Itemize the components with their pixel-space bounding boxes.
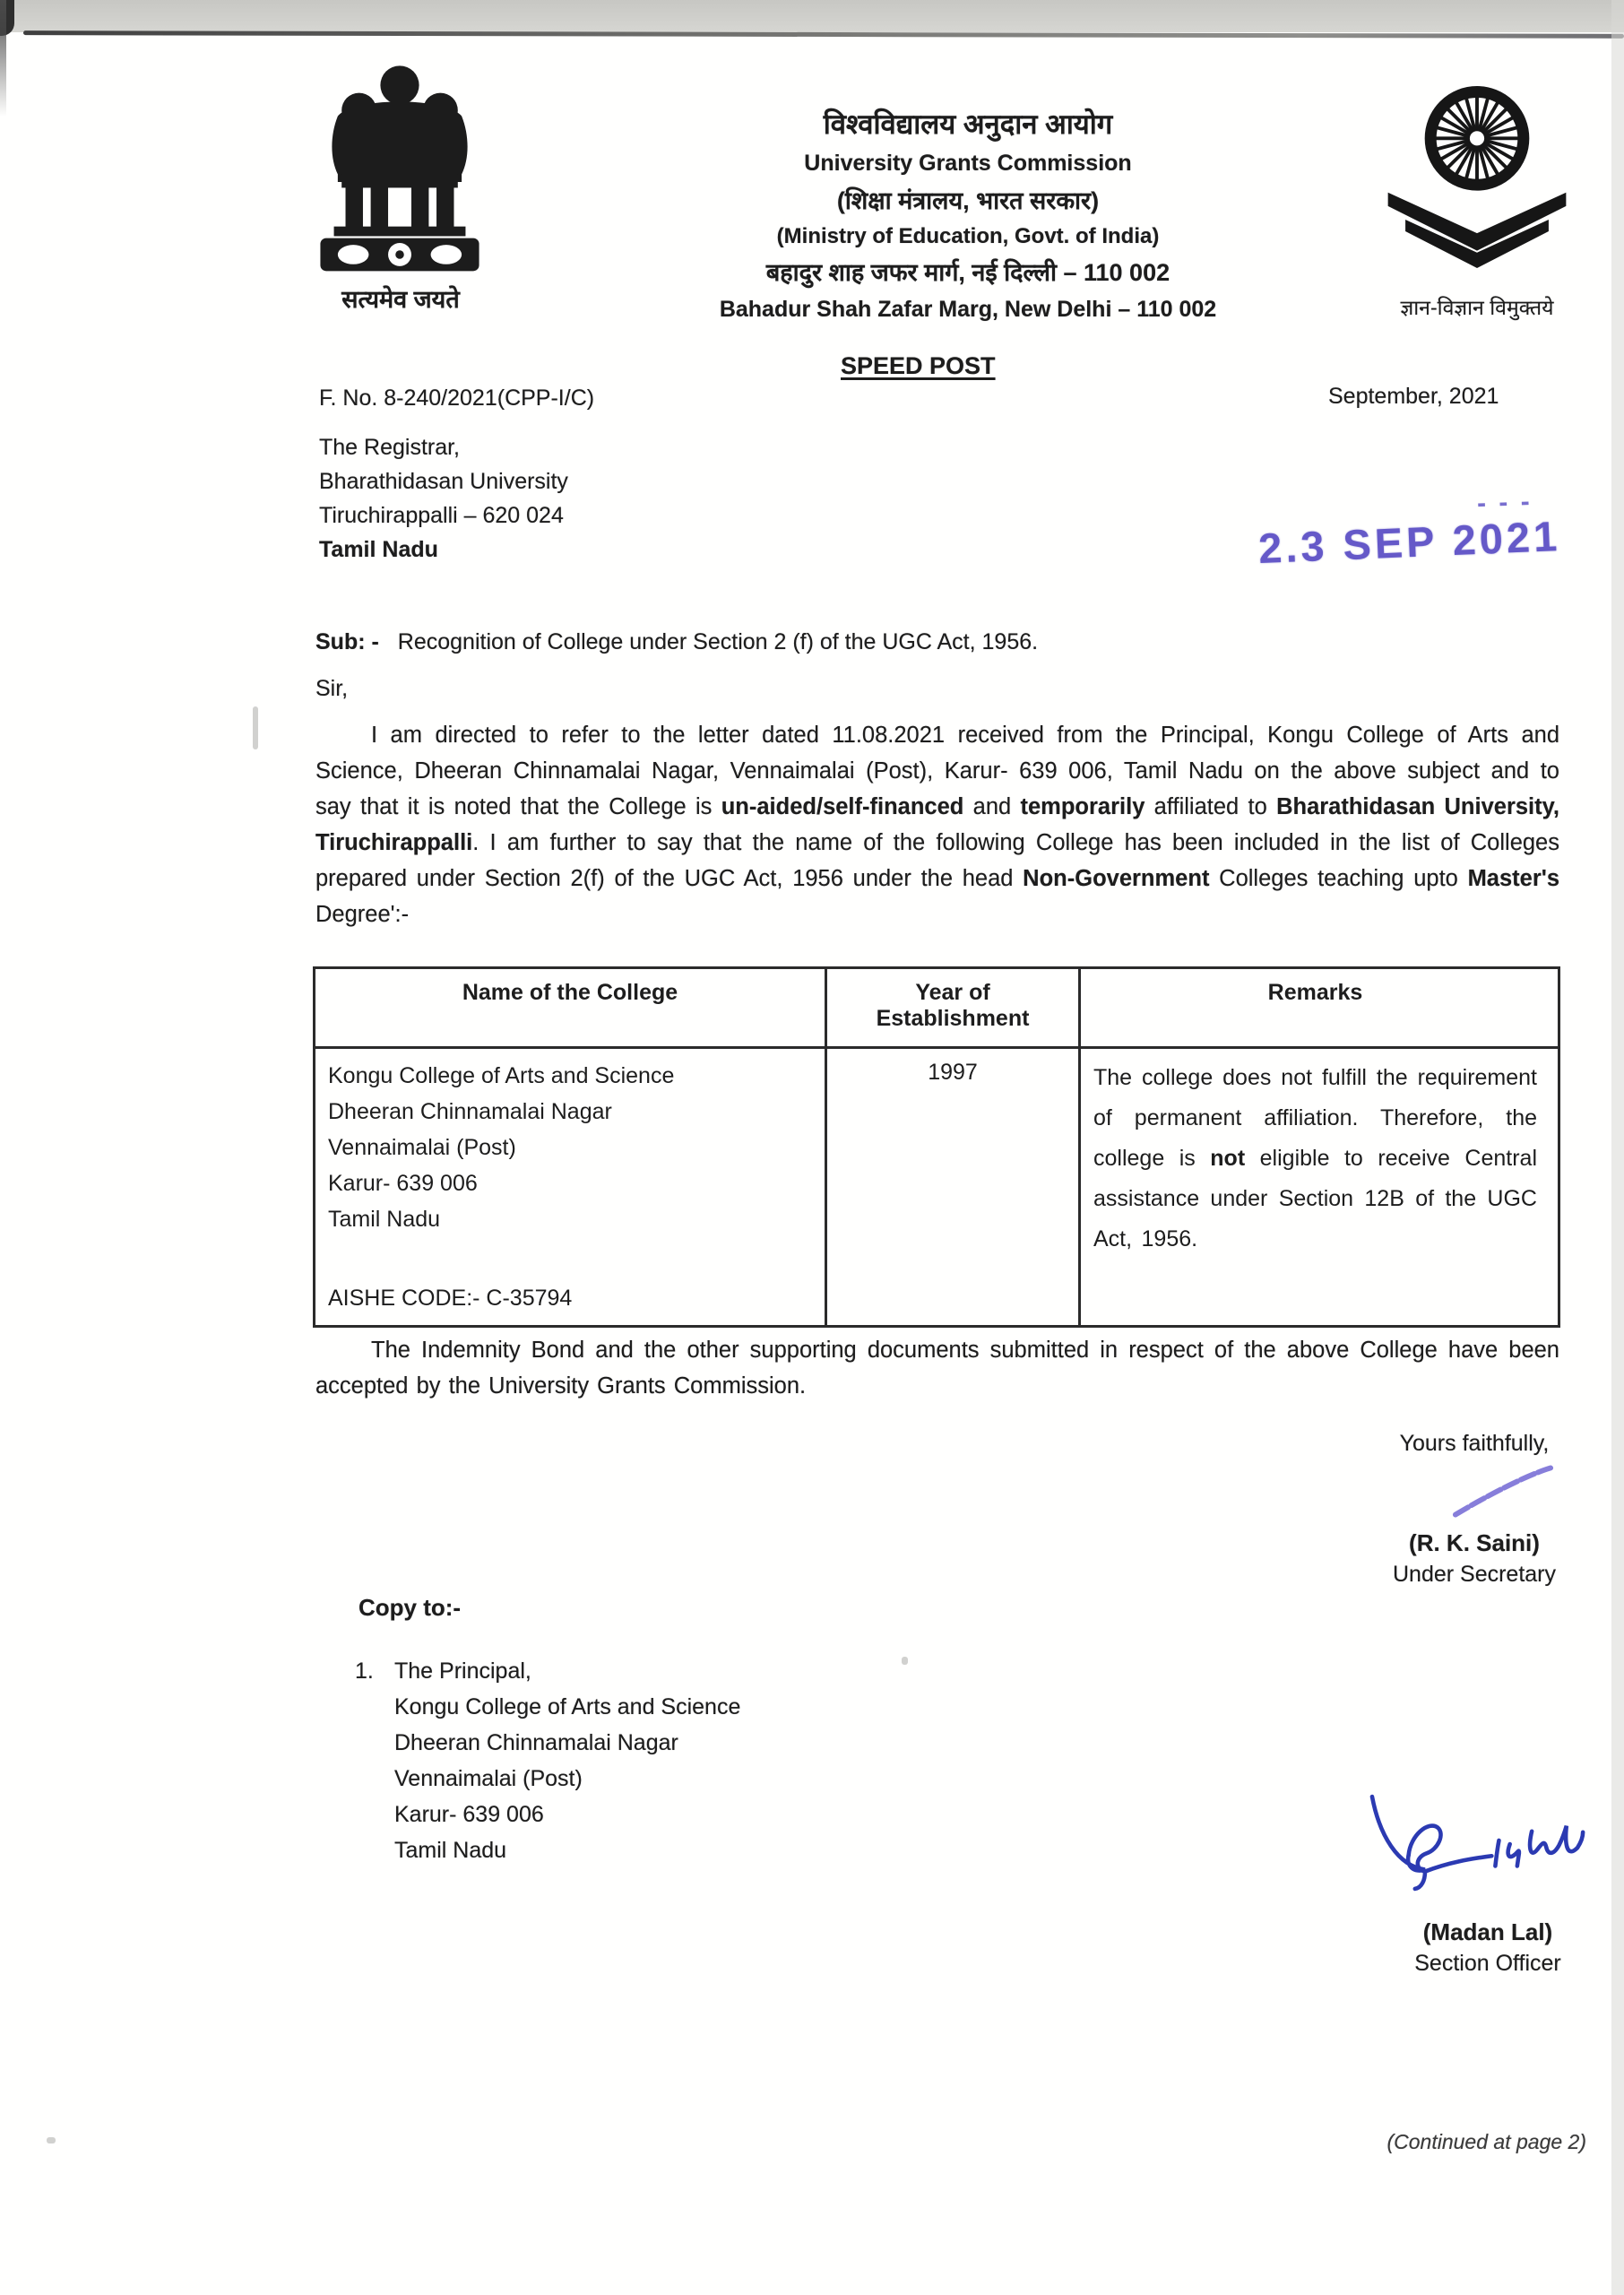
- recipient-line: Tamil Nadu: [319, 537, 438, 562]
- scan-edge-left: [0, 0, 6, 117]
- year-cell: 1997: [825, 1049, 1078, 1325]
- ministry-hindi: (शिक्षा मंत्रालय, भारत सरकार): [836, 186, 1100, 214]
- copy-line: Kongu College of Arts and Science: [394, 1694, 741, 1719]
- signatory-name: (Madan Lal): [1422, 1918, 1553, 1945]
- recipient-address: [319, 430, 568, 567]
- ugc-logo-icon: [1380, 77, 1574, 289]
- scan-artifact: [47, 2137, 56, 2143]
- subject-text: Recognition of College under Section 2 (f) of the UGC Act, 1956.: [397, 629, 1039, 654]
- logo-motto: ज्ञान-विज्ञान विमुक्तये: [1400, 296, 1554, 319]
- recipient-line: Bharathidasan University: [319, 469, 568, 494]
- copy-line: Karur- 639 006: [394, 1802, 544, 1827]
- signature-rk-saini: [1450, 1463, 1556, 1520]
- college-line: Tamil Nadu: [328, 1207, 441, 1232]
- recipient-line: Tiruchirappalli – 620 024: [319, 503, 564, 528]
- org-name-english: University Grants Commission: [804, 150, 1132, 176]
- column-header: Name of the College: [462, 980, 678, 1005]
- copy-line: Dheeran Chinnamalai Nagar: [394, 1730, 678, 1755]
- address-english: Bahadur Shah Zafar Marg, New Delhi – 110 002: [719, 296, 1217, 322]
- received-date-stamp: 2.3 SEP 2021: [1257, 512, 1562, 573]
- subject-line: [315, 628, 1561, 658]
- signatory-title: Section Officer: [1414, 1951, 1561, 1976]
- address-hindi: बहादुर शाह जफर मार्ग, नई दिल्ली – 110 002: [765, 259, 1170, 287]
- recipient-line: The Registrar,: [319, 435, 461, 460]
- column-header: Year of Establishment: [825, 969, 1078, 1046]
- signatory-name: (R. K. Saini): [1409, 1529, 1540, 1556]
- copy-line: The Principal,: [394, 1658, 531, 1684]
- college-name-cell: [315, 1049, 825, 1325]
- signatory-title: Under Secretary: [1392, 1562, 1557, 1587]
- college-line: Karur- 639 006: [328, 1171, 478, 1196]
- file-number: F. No. 8-240/2021(CPP-I/C): [319, 385, 595, 411]
- emblem-motto: सत्यमेव जयते: [341, 286, 460, 313]
- scan-artifact: [253, 706, 258, 749]
- table-row: [315, 1049, 1558, 1325]
- college-line: Kongu College of Arts and Science: [328, 1063, 675, 1088]
- table-header-row: [315, 969, 1558, 1049]
- letterhead: [592, 106, 1344, 331]
- org-name-hindi: विश्वविद्यालय अनुदान आयोग: [823, 108, 1113, 140]
- scan-edge-top: [0, 0, 1624, 32]
- stamp-dashes: - - -: [1476, 486, 1533, 519]
- closing: Yours faithfully,: [1399, 1431, 1550, 1456]
- date-line: September, 2021: [1328, 384, 1499, 409]
- national-emblem-icon: [303, 57, 497, 283]
- signature-madan-lal: [1359, 1793, 1592, 1893]
- salutation: Sir,: [315, 676, 349, 701]
- scan-artifact: [902, 1657, 908, 1665]
- remarks-cell: The college does not fulfill the requirement of permanent affiliation. Therefore, the college is not eligible to receive Central assistance under Section 12B of the UGC Act, 1956.: [1078, 1049, 1550, 1325]
- copy-item-address: [394, 1653, 740, 1868]
- continuation-note: (Continued at page 2): [1386, 2130, 1586, 2153]
- copy-line: Vennaimalai (Post): [394, 1766, 583, 1791]
- copy-item-number: 1.: [355, 1658, 374, 1684]
- college-table: [313, 966, 1560, 1328]
- aishe-code: AISHE CODE:- C-35794: [328, 1286, 573, 1311]
- subject-label: Sub: -: [315, 629, 379, 654]
- ministry-english: (Ministry of Education, Govt. of India): [776, 224, 1160, 249]
- post-mode-label: SPEED POST: [841, 352, 996, 379]
- column-header: Remarks: [1078, 969, 1550, 1046]
- college-line: Vennaimalai (Post): [328, 1135, 516, 1160]
- body-paragraph-2: The Indemnity Bond and the other supporting documents submitted in respect of the above College have been accepted by the University Grants Commission.: [315, 1338, 1559, 1399]
- copy-to-heading: Copy to:-: [358, 1594, 462, 1621]
- copy-line: Tamil Nadu: [394, 1838, 507, 1863]
- body-paragraph-1: I am directed to refer to the letter dated 11.08.2021 received from the Principal, Kongu College of Arts and Science, Dheeran Chinnamalai Nagar, Vennaimalai (Post), Karur- 639 006, Tamil Nadu on the above subject and to say that it is noted that the College is un-aided/self-financed and temporarily affiliated to Bharathidasan University, Tiruchirappalli. I am further to say that the name of the following College has been included in the list of Colleges prepared under Section 2(f) of the UGC Act, 1956 under the head Non-Government Colleges teaching upto Master's Degree':-: [315, 723, 1560, 927]
- college-line: Dheeran Chinnamalai Nagar: [328, 1099, 612, 1124]
